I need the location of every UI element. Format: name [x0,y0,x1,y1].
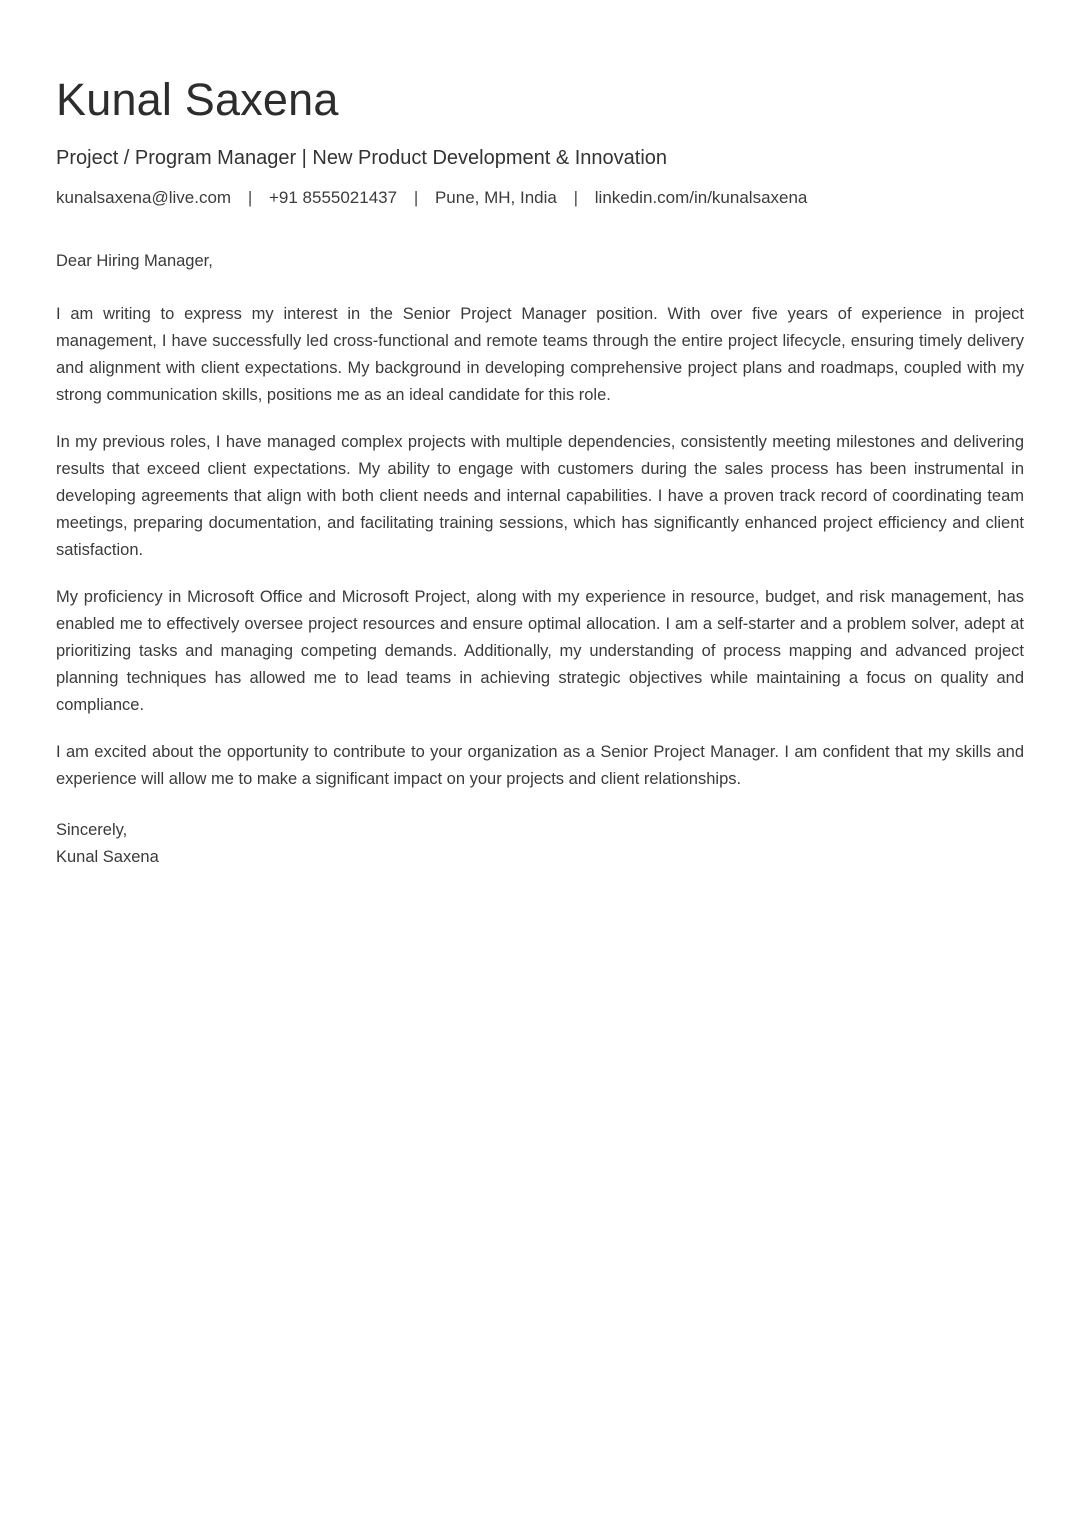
paragraph-skills: My proficiency in Microsoft Office and Microsoft Project, along with my experience in resource, budget, and risk management, has enabled me to effectively oversee project resources and ensure optimal allocation. I am a self-starter and a problem solver, adept at prioritizing tasks and managing competing demands. Additionally, my understanding of process mapping and advanced project planning techniques has allowed me to lead teams in achieving strategic objectives while maintaining a focus on quality and compliance. [56,587,1024,714]
candidate-job-title: Project / Program Manager | New Product Development & Innovation [56,146,668,169]
contact-location: Pune, MH, India [434,187,557,207]
paragraph-experience: In my previous roles, I have managed complex projects with multiple dependencies, consistently meeting milestones and delivering results that exceed client expectations. My ability to engage with customers during the sales process has been instrumental in developing agreements that align with both client needs and internal capabilities. I have a proven track record of coordinating team meetings, preparing documentation, and facilitating training sessions, which has significantly enhanced project efficiency and client satisfaction. [56,432,1024,559]
paragraph-conclusion: I am excited about the opportunity to contribute to your organization as a Senior Project Manager. I am confident that my skills and experience will allow me to make a significant impact on your projects and client relationships. [56,742,1024,788]
signature-name: Kunal Saxena [56,847,159,866]
contact-linkedin: linkedin.com/in/kunalsaxena [594,187,808,207]
contact-line [56,188,1024,208]
paragraph-introduction: I am writing to express my interest in the Senior Project Manager position. With over five years of experience in project management, I have successfully led cross-functional and remote teams through the entire project lifecycle, ensuring timely delivery and alignment with client expectations. My background in developing comprehensive project plans and roadmaps, coupled with my strong communication skills, positions me as an ideal candidate for this role. [56,304,1024,404]
contact-email: kunalsaxena@live.com [56,187,232,207]
contact-separator: | [413,187,419,207]
closing-block [56,817,1024,871]
letter-header [56,76,1024,208]
contact-separator: | [247,187,253,207]
closing-word: Sincerely, [56,820,128,839]
salutation: Dear Hiring Manager, [56,251,213,270]
contact-phone: +91 8555021437 [268,187,398,207]
candidate-name: Kunal Saxena [56,74,339,125]
contact-separator: | [573,187,579,207]
letter-body [56,248,1024,871]
